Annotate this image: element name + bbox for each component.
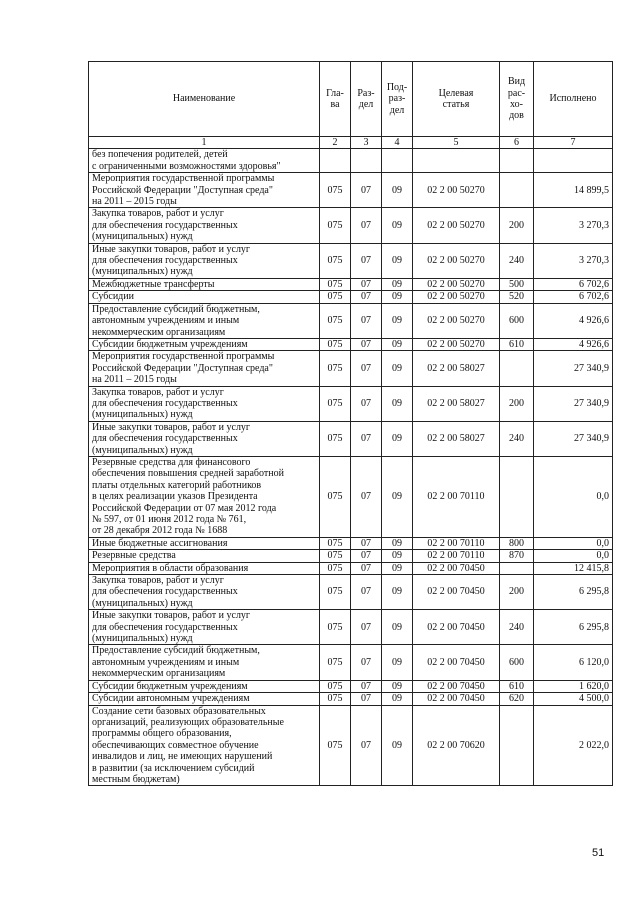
table-row — [89, 562, 613, 574]
header-statya: Целевая статья — [413, 62, 500, 137]
row-vid-cell — [500, 173, 534, 208]
row-amount-cell: 4 500,0 — [534, 693, 613, 705]
row-razdel-cell: 07 — [351, 680, 382, 692]
row-name-cell: Иные бюджетные ассигнования — [89, 537, 320, 549]
row-razdel-cell: 07 — [351, 208, 382, 243]
row-name-cell: Мероприятия в области образования — [89, 562, 320, 574]
row-amount-cell: 14 899,5 — [534, 173, 613, 208]
row-vid-cell — [500, 705, 534, 786]
row-razdel-cell: 07 — [351, 645, 382, 680]
table-row — [89, 610, 613, 645]
column-number: 5 — [413, 137, 500, 149]
column-number: 3 — [351, 137, 382, 149]
row-name-cell: Иные закупки товаров, работ и услуг для обеспечения государственных (муниципальных) нужд — [89, 243, 320, 278]
row-glava-cell: 075 — [320, 243, 351, 278]
row-amount-cell: 3 270,3 — [534, 208, 613, 243]
row-glava-cell: 075 — [320, 610, 351, 645]
row-podrazdel-cell: 09 — [382, 550, 413, 562]
row-razdel-cell: 07 — [351, 610, 382, 645]
row-razdel-cell: 07 — [351, 537, 382, 549]
row-glava-cell: 075 — [320, 351, 351, 386]
row-glava-cell: 075 — [320, 693, 351, 705]
row-amount-cell: 27 340,9 — [534, 351, 613, 386]
row-glava-cell: 075 — [320, 456, 351, 537]
row-podrazdel-cell: 09 — [382, 680, 413, 692]
header-amount: Исполнено — [534, 62, 613, 137]
row-statya-cell: 02 2 00 50270 — [413, 173, 500, 208]
row-podrazdel-cell: 09 — [382, 291, 413, 303]
row-razdel-cell: 07 — [351, 562, 382, 574]
row-glava-cell: 075 — [320, 562, 351, 574]
row-vid-cell: 200 — [500, 208, 534, 243]
column-number-row — [89, 137, 613, 149]
row-glava-cell: 075 — [320, 173, 351, 208]
header-row — [89, 62, 613, 137]
table-row — [89, 705, 613, 786]
row-podrazdel-cell: 09 — [382, 645, 413, 680]
row-razdel-cell: 07 — [351, 243, 382, 278]
table-row — [89, 243, 613, 278]
row-name-cell: Закупка товаров, работ и услуг для обеспечения государственных (муниципальных) нужд — [89, 575, 320, 610]
row-podrazdel-cell: 09 — [382, 173, 413, 208]
table-row — [89, 173, 613, 208]
row-razdel-cell: 07 — [351, 693, 382, 705]
row-vid-cell: 240 — [500, 610, 534, 645]
row-glava-cell: 075 — [320, 291, 351, 303]
row-name-cell: без попечения родителей, детей с ограниченными возможностями здоровья" — [89, 149, 320, 173]
row-statya-cell: 02 2 00 58027 — [413, 421, 500, 456]
table-row — [89, 208, 613, 243]
row-name-cell: Резервные средства — [89, 550, 320, 562]
row-amount-cell: 1 620,0 — [534, 680, 613, 692]
row-statya-cell: 02 2 00 50270 — [413, 338, 500, 350]
column-number: 7 — [534, 137, 613, 149]
row-razdel-cell: 07 — [351, 421, 382, 456]
row-amount-cell: 6 702,6 — [534, 278, 613, 290]
row-vid-cell: 240 — [500, 243, 534, 278]
row-amount-cell — [534, 149, 613, 173]
row-razdel-cell: 07 — [351, 173, 382, 208]
column-number: 6 — [500, 137, 534, 149]
table-row — [89, 456, 613, 537]
row-vid-cell: 520 — [500, 291, 534, 303]
row-vid-cell: 610 — [500, 680, 534, 692]
row-razdel-cell: 07 — [351, 338, 382, 350]
row-podrazdel-cell: 09 — [382, 243, 413, 278]
row-glava-cell: 075 — [320, 550, 351, 562]
row-name-cell: Субсидии бюджетным учреждениям — [89, 338, 320, 350]
row-amount-cell: 6 295,8 — [534, 610, 613, 645]
row-vid-cell — [500, 562, 534, 574]
row-glava-cell: 075 — [320, 575, 351, 610]
column-number: 1 — [89, 137, 320, 149]
row-podrazdel-cell: 09 — [382, 386, 413, 421]
row-glava-cell: 075 — [320, 208, 351, 243]
table-row — [89, 386, 613, 421]
row-amount-cell: 4 926,6 — [534, 303, 613, 338]
row-vid-cell: 600 — [500, 303, 534, 338]
row-podrazdel-cell: 09 — [382, 610, 413, 645]
header-razdel: Раз- дел — [351, 62, 382, 137]
row-vid-cell — [500, 456, 534, 537]
row-amount-cell: 0,0 — [534, 456, 613, 537]
row-podrazdel-cell: 09 — [382, 338, 413, 350]
row-statya-cell: 02 2 00 50270 — [413, 291, 500, 303]
row-statya-cell: 02 2 00 58027 — [413, 351, 500, 386]
row-podrazdel-cell: 09 — [382, 537, 413, 549]
budget-table — [88, 61, 613, 786]
column-number: 2 — [320, 137, 351, 149]
row-podrazdel-cell: 09 — [382, 693, 413, 705]
row-name-cell: Иные закупки товаров, работ и услуг для обеспечения государственных (муниципальных) нужд — [89, 610, 320, 645]
row-vid-cell: 200 — [500, 575, 534, 610]
row-vid-cell — [500, 351, 534, 386]
row-razdel-cell: 07 — [351, 575, 382, 610]
row-statya-cell: 02 2 00 58027 — [413, 386, 500, 421]
row-statya-cell: 02 2 00 50270 — [413, 208, 500, 243]
row-statya-cell: 02 2 00 70450 — [413, 575, 500, 610]
row-vid-cell: 870 — [500, 550, 534, 562]
row-razdel-cell: 07 — [351, 550, 382, 562]
table-row — [89, 351, 613, 386]
row-vid-cell: 800 — [500, 537, 534, 549]
row-razdel-cell: 07 — [351, 351, 382, 386]
row-amount-cell: 4 926,6 — [534, 338, 613, 350]
row-amount-cell: 6 120,0 — [534, 645, 613, 680]
row-name-cell: Иные закупки товаров, работ и услуг для обеспечения государственных (муниципальных) нужд — [89, 421, 320, 456]
row-vid-cell: 240 — [500, 421, 534, 456]
row-amount-cell: 0,0 — [534, 537, 613, 549]
table-row — [89, 680, 613, 692]
row-name-cell: Субсидии — [89, 291, 320, 303]
row-podrazdel-cell: 09 — [382, 456, 413, 537]
row-podrazdel-cell: 09 — [382, 575, 413, 610]
row-name-cell: Закупка товаров, работ и услуг для обеспечения государственных (муниципальных) нужд — [89, 386, 320, 421]
row-podrazdel-cell: 09 — [382, 421, 413, 456]
row-statya-cell — [413, 149, 500, 173]
table-row — [89, 645, 613, 680]
table-row — [89, 291, 613, 303]
row-glava-cell: 075 — [320, 645, 351, 680]
row-statya-cell: 02 2 00 70450 — [413, 610, 500, 645]
row-vid-cell: 610 — [500, 338, 534, 350]
table-row — [89, 149, 613, 173]
row-podrazdel-cell: 09 — [382, 278, 413, 290]
row-statya-cell: 02 2 00 70450 — [413, 693, 500, 705]
row-glava-cell: 075 — [320, 705, 351, 786]
row-name-cell: Межбюджетные трансферты — [89, 278, 320, 290]
row-amount-cell: 6 702,6 — [534, 291, 613, 303]
table-row — [89, 550, 613, 562]
row-razdel-cell — [351, 149, 382, 173]
row-vid-cell: 620 — [500, 693, 534, 705]
table-row — [89, 421, 613, 456]
row-statya-cell: 02 2 00 70450 — [413, 680, 500, 692]
row-podrazdel-cell: 09 — [382, 705, 413, 786]
row-statya-cell: 02 2 00 50270 — [413, 278, 500, 290]
row-podrazdel-cell: 09 — [382, 303, 413, 338]
row-glava-cell: 075 — [320, 537, 351, 549]
row-glava-cell — [320, 149, 351, 173]
row-statya-cell: 02 2 00 50270 — [413, 243, 500, 278]
row-name-cell: Мероприятия государственной программы Российской Федерации "Доступная среда" на 2011 – 2015 годы — [89, 351, 320, 386]
row-statya-cell: 02 2 00 70620 — [413, 705, 500, 786]
row-name-cell: Субсидии бюджетным учреждениям — [89, 680, 320, 692]
row-amount-cell: 3 270,3 — [534, 243, 613, 278]
row-glava-cell: 075 — [320, 303, 351, 338]
row-podrazdel-cell: 09 — [382, 562, 413, 574]
row-razdel-cell: 07 — [351, 278, 382, 290]
row-statya-cell: 02 2 00 50270 — [413, 303, 500, 338]
row-name-cell: Субсидии автономным учреждениям — [89, 693, 320, 705]
row-razdel-cell: 07 — [351, 303, 382, 338]
header-name: Наименование — [89, 62, 320, 137]
row-glava-cell: 075 — [320, 386, 351, 421]
row-name-cell: Мероприятия государственной программы Российской Федерации "Доступная среда" на 2011 – 2015 годы — [89, 173, 320, 208]
row-glava-cell: 075 — [320, 278, 351, 290]
row-podrazdel-cell: 09 — [382, 208, 413, 243]
row-amount-cell: 27 340,9 — [534, 421, 613, 456]
row-statya-cell: 02 2 00 70450 — [413, 562, 500, 574]
row-razdel-cell: 07 — [351, 456, 382, 537]
row-amount-cell: 27 340,9 — [534, 386, 613, 421]
table-row — [89, 278, 613, 290]
row-glava-cell: 075 — [320, 421, 351, 456]
row-statya-cell: 02 2 00 70110 — [413, 537, 500, 549]
row-glava-cell: 075 — [320, 338, 351, 350]
row-statya-cell: 02 2 00 70110 — [413, 550, 500, 562]
row-razdel-cell: 07 — [351, 705, 382, 786]
table-row — [89, 575, 613, 610]
row-podrazdel-cell: 09 — [382, 351, 413, 386]
row-razdel-cell: 07 — [351, 386, 382, 421]
header-podrazdel: Под- раз- дел — [382, 62, 413, 137]
row-razdel-cell: 07 — [351, 291, 382, 303]
table-row — [89, 693, 613, 705]
table-row — [89, 537, 613, 549]
row-amount-cell: 0,0 — [534, 550, 613, 562]
table-row — [89, 303, 613, 338]
row-amount-cell: 6 295,8 — [534, 575, 613, 610]
header-vid: Вид рас- хо- дов — [500, 62, 534, 137]
header-glava: Гла- ва — [320, 62, 351, 137]
row-name-cell: Создание сети базовых образовательных организаций, реализующих образовательные программы общего образования, обеспечивающих совместное обучение инвалидов и лиц, не имеющих нарушений в развитии (за исключением субсидий местным бюджетам) — [89, 705, 320, 786]
page-number: 51 — [592, 847, 605, 859]
row-name-cell: Резервные средства для финансового обеспечения повышения средней заработной платы отдельных категорий работников в целях реализации указов Президента Российской Федерации от 07 мая 2012 года № 597, от 01 июня 2012 года № 761, от 28 декабря 2012 года № 1688 — [89, 456, 320, 537]
row-name-cell: Предоставление субсидий бюджетным, автономным учреждениям и иным некоммерческим организациям — [89, 645, 320, 680]
row-statya-cell: 02 2 00 70110 — [413, 456, 500, 537]
row-podrazdel-cell — [382, 149, 413, 173]
row-name-cell: Закупка товаров, работ и услуг для обеспечения государственных (муниципальных) нужд — [89, 208, 320, 243]
row-name-cell: Предоставление субсидий бюджетным, автономным учреждениям и иным некоммерческим организациям — [89, 303, 320, 338]
row-vid-cell — [500, 149, 534, 173]
row-glava-cell: 075 — [320, 680, 351, 692]
row-vid-cell: 500 — [500, 278, 534, 290]
row-vid-cell: 600 — [500, 645, 534, 680]
column-number: 4 — [382, 137, 413, 149]
row-vid-cell: 200 — [500, 386, 534, 421]
row-amount-cell: 12 415,8 — [534, 562, 613, 574]
row-amount-cell: 2 022,0 — [534, 705, 613, 786]
row-statya-cell: 02 2 00 70450 — [413, 645, 500, 680]
table-row — [89, 338, 613, 350]
